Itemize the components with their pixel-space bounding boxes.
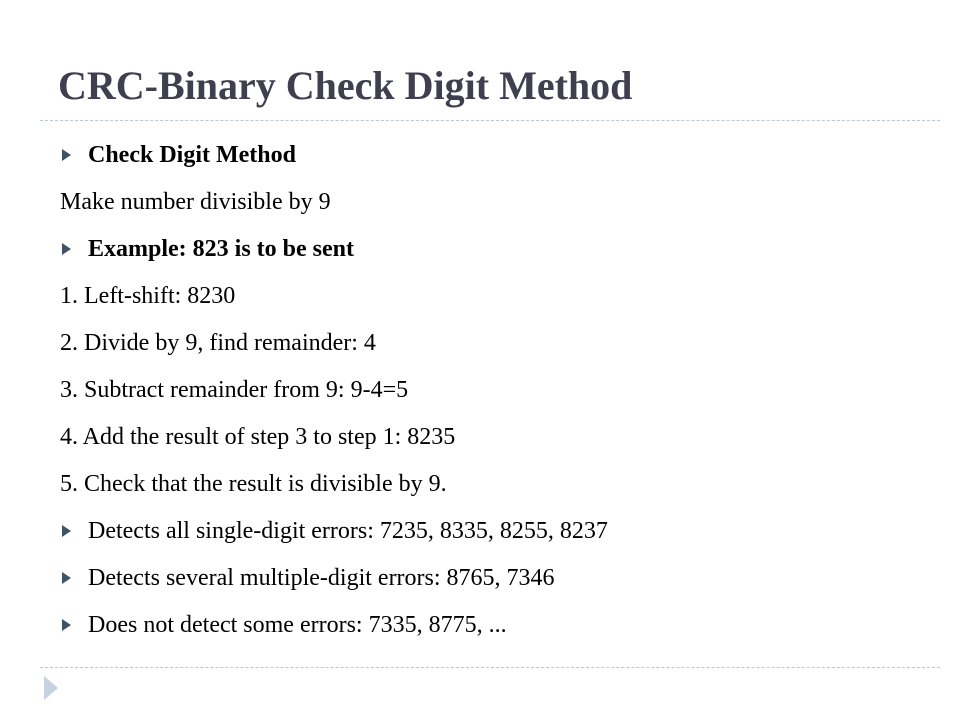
triangle-bullet-icon [62,572,71,584]
bullet-line [60,132,940,179]
bullet-line [60,555,940,602]
step-line [60,461,940,508]
step-line [60,414,940,461]
bullet-line [60,602,940,649]
slide-content [60,132,940,649]
text-line [60,179,940,226]
bullet-line [60,226,940,273]
line-text: 1. Left-shift: 8230 [60,283,236,309]
line-text: 5. Check that the result is divisible by 9. [60,471,447,497]
line-text: Detects all single-digit errors: 7235, 8335, 8255, 8237 [88,518,608,544]
triangle-bullet-icon [62,619,71,631]
line-text: Make number divisible by 9 [60,189,331,215]
title-divider [40,120,940,121]
line-text: Detects several multiple-digit errors: 8765, 7346 [88,565,555,591]
bullet-line [60,508,940,555]
triangle-marker-icon [44,676,58,700]
footer-divider [40,667,940,668]
step-line [60,320,940,367]
line-text: 2. Divide by 9, find remainder: 4 [60,330,376,356]
line-text: Does not detect some errors: 7335, 8775, ... [88,612,507,638]
triangle-bullet-icon [62,243,71,255]
triangle-bullet-icon [62,149,71,161]
line-text: 4. Add the result of step 3 to step 1: 8235 [60,424,456,450]
line-text: Example: 823 is to be sent [88,236,354,262]
slide-title: CRC-Binary Check Digit Method [58,63,633,108]
line-text: 3. Subtract remainder from 9: 9-4=5 [60,377,409,403]
triangle-bullet-icon [62,525,71,537]
step-line [60,273,940,320]
step-line [60,367,940,414]
line-text: Check Digit Method [88,142,296,168]
